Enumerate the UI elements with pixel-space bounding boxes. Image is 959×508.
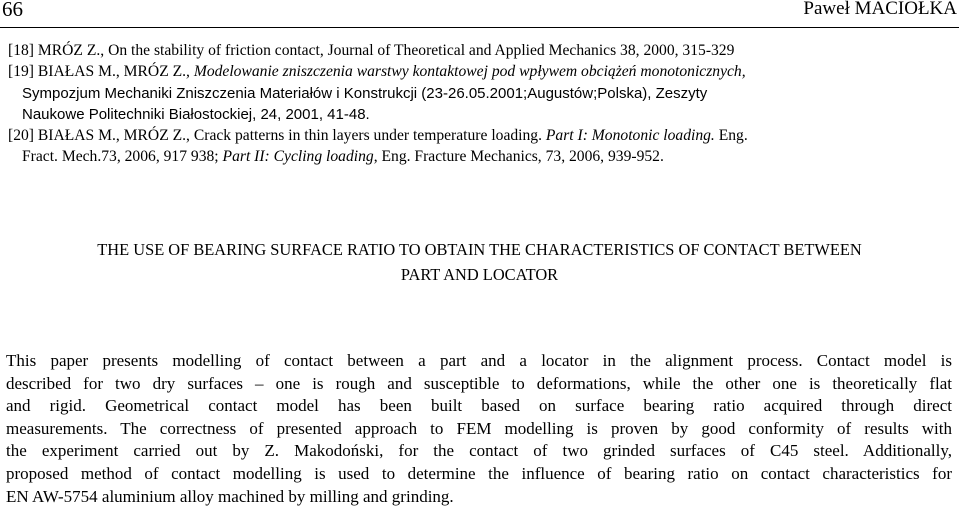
reference-authors: BIAŁAS M., MRÓZ Z.: [37, 63, 187, 81]
reference-text: , Crack patterns in thin layers under temperature loading.: [186, 127, 542, 145]
reference-number: [20]: [8, 127, 34, 145]
reference-text: Fract. Mech.73, 2006, 917 938;: [22, 148, 219, 166]
paper-title-line-1: THE USE OF BEARING SURFACE RATIO TO OBTAIN THE CHARACTERISTICS OF CONTACT BETWEEN: [97, 240, 862, 259]
abstract: [6, 350, 952, 508]
abstract-line: described for two dry surfaces – one is rough and susceptible to deformations, while the other one is theoretically flat: [6, 373, 952, 393]
reference-text-journal: Eng.: [718, 127, 748, 145]
header-rule: [0, 27, 959, 28]
reference-number: [18]: [8, 42, 34, 59]
reference-list: [8, 40, 952, 168]
abstract-line: proposed method of contact modelling is used to determine the influence of bearing ratio on contact characteristics for: [6, 463, 952, 483]
reference-italic-part-1: Part I: Monotonic loading.: [545, 127, 715, 145]
paper-title-line-2: PART AND LOCATOR: [400, 265, 559, 284]
reference-19-line-2: Sympozjum Mechaniki Zniszczenia Materiałów i Konstrukcji (23-26.05.2001;Augustów;Polska), Zeszyty: [22, 84, 708, 102]
running-header-author: Paweł MACIOŁKA: [803, 0, 957, 19]
reference-18: [8, 40, 952, 61]
reference-number: [19]: [8, 63, 34, 81]
abstract-line: the experiment carried out by Z. Makodoński, for the contact of two grinded surfaces of C45 steel. Additionally,: [6, 441, 952, 461]
reference-text: , On the stability of friction contact, Journal of Theoretical and Applied Mechanics 38, 2000, 315-329: [100, 42, 735, 59]
reference-19-line-3: Naukowe Politechniki Białostockiej, 24, 2001, 41-48.: [22, 105, 370, 123]
abstract-line: EN AW-5754 aluminium alloy machined by milling and grinding.: [6, 486, 454, 506]
reference-20: [8, 125, 952, 146]
reference-20-line-2: [8, 146, 952, 167]
reference-authors: BIAŁAS M., MRÓZ Z.: [37, 127, 187, 145]
reference-title: , Modelowanie zniszczenia warstwy kontaktowej pod wpływem obciążeń monotonicznych,: [186, 63, 746, 81]
page-number: 66: [2, 0, 23, 21]
paper-title: [0, 237, 959, 287]
abstract-line: and rigid. Geometrical contact model has been built based on surface bearing ratio acquired through direct: [6, 396, 952, 416]
abstract-line: This paper presents modelling of contact between a part and a locator in the alignment process. Contact model is: [6, 351, 952, 370]
reference-italic-part-2: Part II: Cycling loading: [222, 148, 374, 166]
reference-19: [8, 61, 952, 82]
abstract-line: measurements. The correctness of presented approach to FEM modelling is proven by good conformity of results with: [6, 418, 952, 438]
reference-text: , Eng. Fracture Mechanics, 73, 2006, 939-952.: [373, 148, 664, 166]
reference-authors: MRÓZ Z.: [37, 42, 101, 59]
